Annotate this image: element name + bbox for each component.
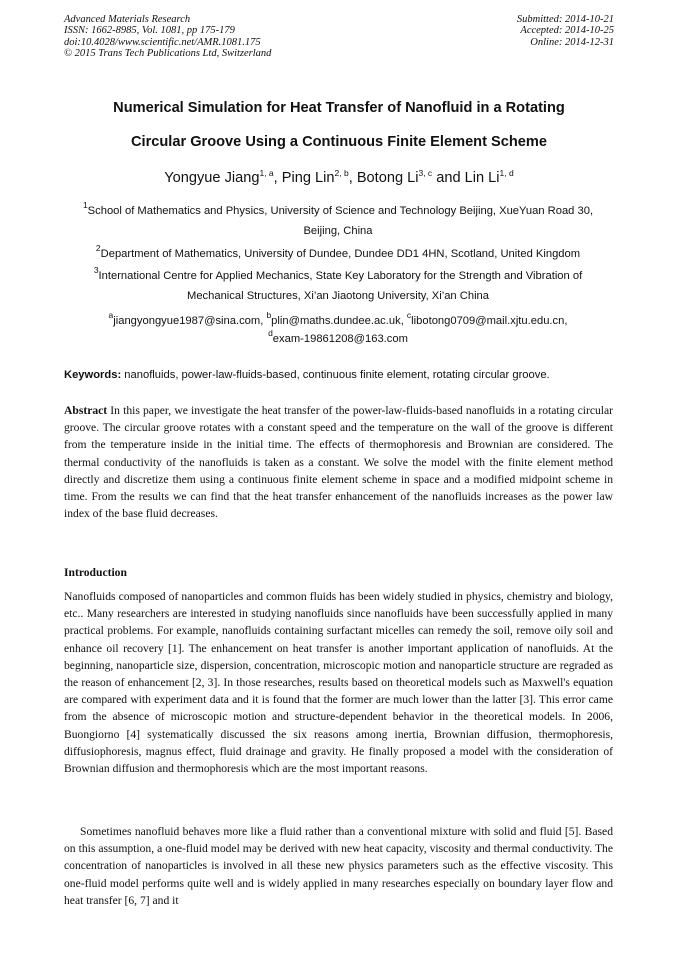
abstract-text: In this paper, we investigate the heat transfer of the power-law-fluids-based nanofluids in a rotating circular groove. The circular groove rotates with a constant speed and the temperature on the wall of the groove is different from the temperature inside in the initial time. The effects of thermophoresis and Brownian are considered. The thermal conductivity of the nanofluids is taken as a constant. We solve the model with the finite element method directly and discretize them using a continuous finite element scheme in space and a modified midpoint scheme in time. From the results we can find that the heat transfer enhancement of the nanofluids increases as the power law index of the base fluid decreases. bbox=[64, 404, 613, 521]
affiliation-sup: 3 bbox=[93, 265, 99, 275]
keywords-label: Keywords: bbox=[64, 369, 122, 381]
keywords-line bbox=[64, 367, 624, 383]
email-sup: c bbox=[406, 310, 412, 320]
author-sep: and bbox=[432, 170, 465, 186]
email-sup: a bbox=[108, 310, 114, 320]
email-sup: b bbox=[266, 310, 272, 320]
author-name: Lin Li bbox=[464, 170, 500, 186]
affiliation-2 bbox=[64, 244, 612, 264]
author-sup: 1, d bbox=[499, 168, 514, 178]
title-line-2: Circular Groove Using a Continuous Finite Element Scheme bbox=[130, 134, 547, 150]
email-link[interactable]: libotong0709@mail.xjtu.edu.cn bbox=[411, 315, 565, 327]
paper-title bbox=[40, 91, 638, 159]
author-list bbox=[40, 168, 638, 188]
abstract-paragraph bbox=[64, 402, 613, 522]
affiliation-3 bbox=[64, 266, 612, 306]
submitted-date: Submitted: 2014-10-21 bbox=[516, 14, 614, 25]
email-sep: , bbox=[260, 315, 267, 327]
author-sup: 2, b bbox=[334, 168, 349, 178]
author-sep: , bbox=[273, 170, 282, 186]
affiliation-text: Department of Mathematics, University of Dundee, Dundee DD1 4HN, Scotland, United Kingdom bbox=[100, 248, 581, 260]
author-sup: 1, a bbox=[259, 168, 274, 178]
accepted-date: Accepted: 2014-10-25 bbox=[520, 25, 614, 37]
issn-line: ISSN: 1662-8985, Vol. 1081, pp 175-179 bbox=[64, 25, 235, 37]
intro-paragraph-1: Nanofluids composed of nanoparticles and common fluids has been widely studied in physics, chemistry and biology, etc.. Many researchers are interested in studying nanofluids since nanofluids have been successfully applied in many practical problems. For example, nanofluids containing surfactant micelles can remedy the soil, remove oily soil and enhance oil recovery [1]. The enhancement on heat transfer is another important application of nanofluids. At the beginning, nanoparticle size, dispersion, concentration, microscopic motion and nanoparticle structure are regraded as the reason of enhancement [2, 3]. In those researches, results based on theoretical models such as Maxwell's equation are compared with experiment data and it is found that the former are much lower than the latter [3]. This error came from the absence of microscopic motion and structure-dependent behavior in the theoretical models. In 2006, Buongiorno [4] systematically discussed the six reasons among inertia, Brownian diffusion, thermophoresis, diffusiophoresis, magnus effect, fluid drainage and gravity. He finally proposed a model with the consideration of Brownian diffusion and thermophoresis which are the most important reasons. bbox=[64, 590, 613, 776]
author-name: Botong Li bbox=[356, 170, 419, 186]
journal-name: Advanced Materials Research bbox=[64, 14, 191, 25]
email-link[interactable]: plin@maths.dundee.ac.uk bbox=[271, 315, 401, 327]
intro-paragraph-2: Sometimes nanofluid behaves more like a fluid rather than a conventional mixture with solid and fluid [5]. Based on this assumption, a one-fluid model may be derived with new heat capacity, viscosity and thermal conductivity. The concentration of nanoparticles is involved in all these new physics parameters such as the effective viscosity. This one-fluid model performs quite well and is widely applied in many researches especially on boundary layer flow and heat transfer [6, 7] and it bbox=[64, 825, 613, 907]
doi-line: doi:10.4028/www.scientific.net/AMR.1081.175 bbox=[64, 36, 261, 48]
online-date: Online: 2014-12-31 bbox=[530, 36, 614, 48]
title-line-1: Numerical Simulation for Heat Transfer of Nanofluid in a Rotating bbox=[113, 100, 565, 116]
keywords-text: nanofluids, power-law-fluids-based, continuous finite element, rotating circular groove. bbox=[121, 369, 550, 381]
author-sup: 3, c bbox=[418, 168, 433, 178]
dates-info bbox=[517, 14, 614, 48]
author-sep: , bbox=[348, 170, 357, 186]
abstract-label: Abstract bbox=[64, 404, 108, 417]
affiliation-text: School of Mathematics and Physics, University of Science and Technology Beijing, XueYuan Road 30, Beijing, China bbox=[87, 205, 594, 237]
affiliation-1 bbox=[64, 201, 612, 241]
email-list bbox=[64, 312, 612, 348]
email-link[interactable]: jiangyongyue1987@sina.com bbox=[113, 315, 261, 327]
journal-info bbox=[64, 14, 271, 60]
email-sup: d bbox=[268, 328, 273, 338]
author-name: Ping Lin bbox=[281, 170, 335, 186]
affiliation-sup: 2 bbox=[95, 243, 101, 253]
copyright-line: © 2015 Trans Tech Publications Ltd, Switzerland bbox=[64, 48, 272, 60]
email-link[interactable]: exam-19861208@163.com bbox=[272, 333, 408, 345]
section-heading-introduction: Introduction bbox=[64, 566, 127, 579]
email-sep: , bbox=[400, 315, 407, 327]
affiliation-sup: 1 bbox=[82, 200, 88, 210]
author-name: Yongyue Jiang bbox=[164, 170, 260, 186]
affiliation-text: International Centre for Applied Mechanics, State Key Laboratory for the Strength and Vibration of Mechanical Structures, Xi’an Jiaotong University, Xi’an China bbox=[98, 270, 583, 302]
email-sep: , bbox=[564, 315, 568, 327]
